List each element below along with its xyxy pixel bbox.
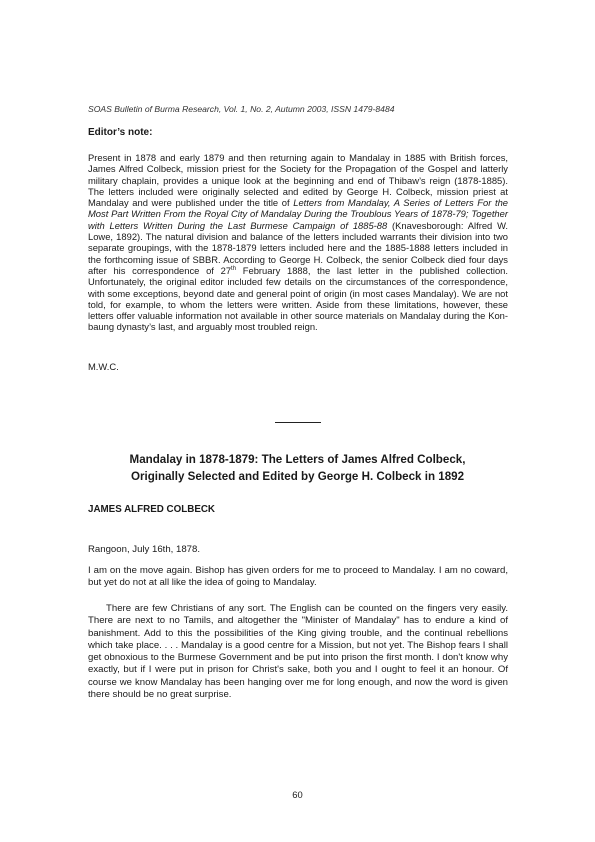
editor-note-body (88, 152, 508, 333)
page-number: 60 (292, 789, 303, 800)
editor-signoff: M.W.C. (88, 361, 119, 372)
section-divider (275, 422, 321, 423)
article-title (70, 452, 525, 485)
book-title: Letters from Mandalay, A Series of Letters For the Most Part Written From the Royal City of Mandalay During the Troublous Years of 1878-79; Together with Letters Written During the Last Burmese Campaign of 1885-88 (88, 197, 508, 231)
editor-note-text-1: Present in 1878 and early 1879 and then returning again to Mandalay in 1885 with British forces, James Alfred Colbeck, mission priest for the Society for the Propagation of the Gospel and latterly military chaplain, provides a unique look at the beginning and end of Thibaw’s reign (1878-1885). The letters included were originally selected and edited by George H. Colbeck, mission priest at Mandalay and were published under the title of (88, 152, 508, 209)
article-author: JAMES ALFRED COLBECK (88, 504, 216, 515)
article-title-line-1: Mandalay in 1878-1879: The Letters of James Alfred Colbeck, (129, 453, 466, 466)
letter-paragraph-1: I am on the move again. Bishop has given orders for me to proceed to Mandalay. I am no coward, but yet do not at all like the idea of going to Mandalay. (88, 565, 508, 589)
editor-note-heading: Editor’s note: (88, 127, 153, 138)
editor-note-text-3: February 1888, the last letter in the published collection. Unfortunately, the original editor included few details on the circumstances of the correspondence, with some exceptions, beyond date and general point of origin (in most cases Mandalay). We are not told, for example, to whom the letters were written. Aside from these limitations, however, these letters offer valuable information not available in other source materials on Mandalay during the Kon-baung dynasty’s last, and arguably most troubled reign. (88, 264, 508, 333)
journal-header: SOAS Bulletin of Burma Research, Vol. 1, No. 2, Autumn 2003, ISSN 1479-8484 (88, 104, 395, 114)
letter-dateline: Rangoon, July 16th, 1878. (88, 544, 201, 555)
ordinal-suffix: th (231, 265, 237, 272)
article-title-line-2: Originally Selected and Edited by George H. Colbeck in 1892 (130, 469, 465, 483)
editor-note-text-2: (Knavesborough: Alfred W. Lowe, 1892). The natural division and balance of the letters included warrants their division into two separate groupings, with the 1878-1879 letters included here and the 1885-1888 letters included in the forthcoming issue of SBBR. According to George H. Colbeck, the senior Colbeck died four days after his correspondence of 27 (88, 219, 508, 276)
letter-paragraph-2: There are few Christians of any sort. The English can be counted on the fingers very easily. There are next to no Tamils, and altogether the "Minister of Mandalay" has to endure a kind of banishment. Add to this the possibilities of the King giving trouble, and the continual rebellions which take place. . . . Mandalay is a good centre for a Mission, but not yet. The Bishop fears I shall get obnoxious to the Burmese Government and be put into prison the first month. I don't know why exactly, but if I were put in prison for Christ's sake, both you and I ought to feel it an honour. Of course we know Mandalay has been hanging over me for long enough, and now the word is given there should be no great surprise. (88, 603, 508, 701)
